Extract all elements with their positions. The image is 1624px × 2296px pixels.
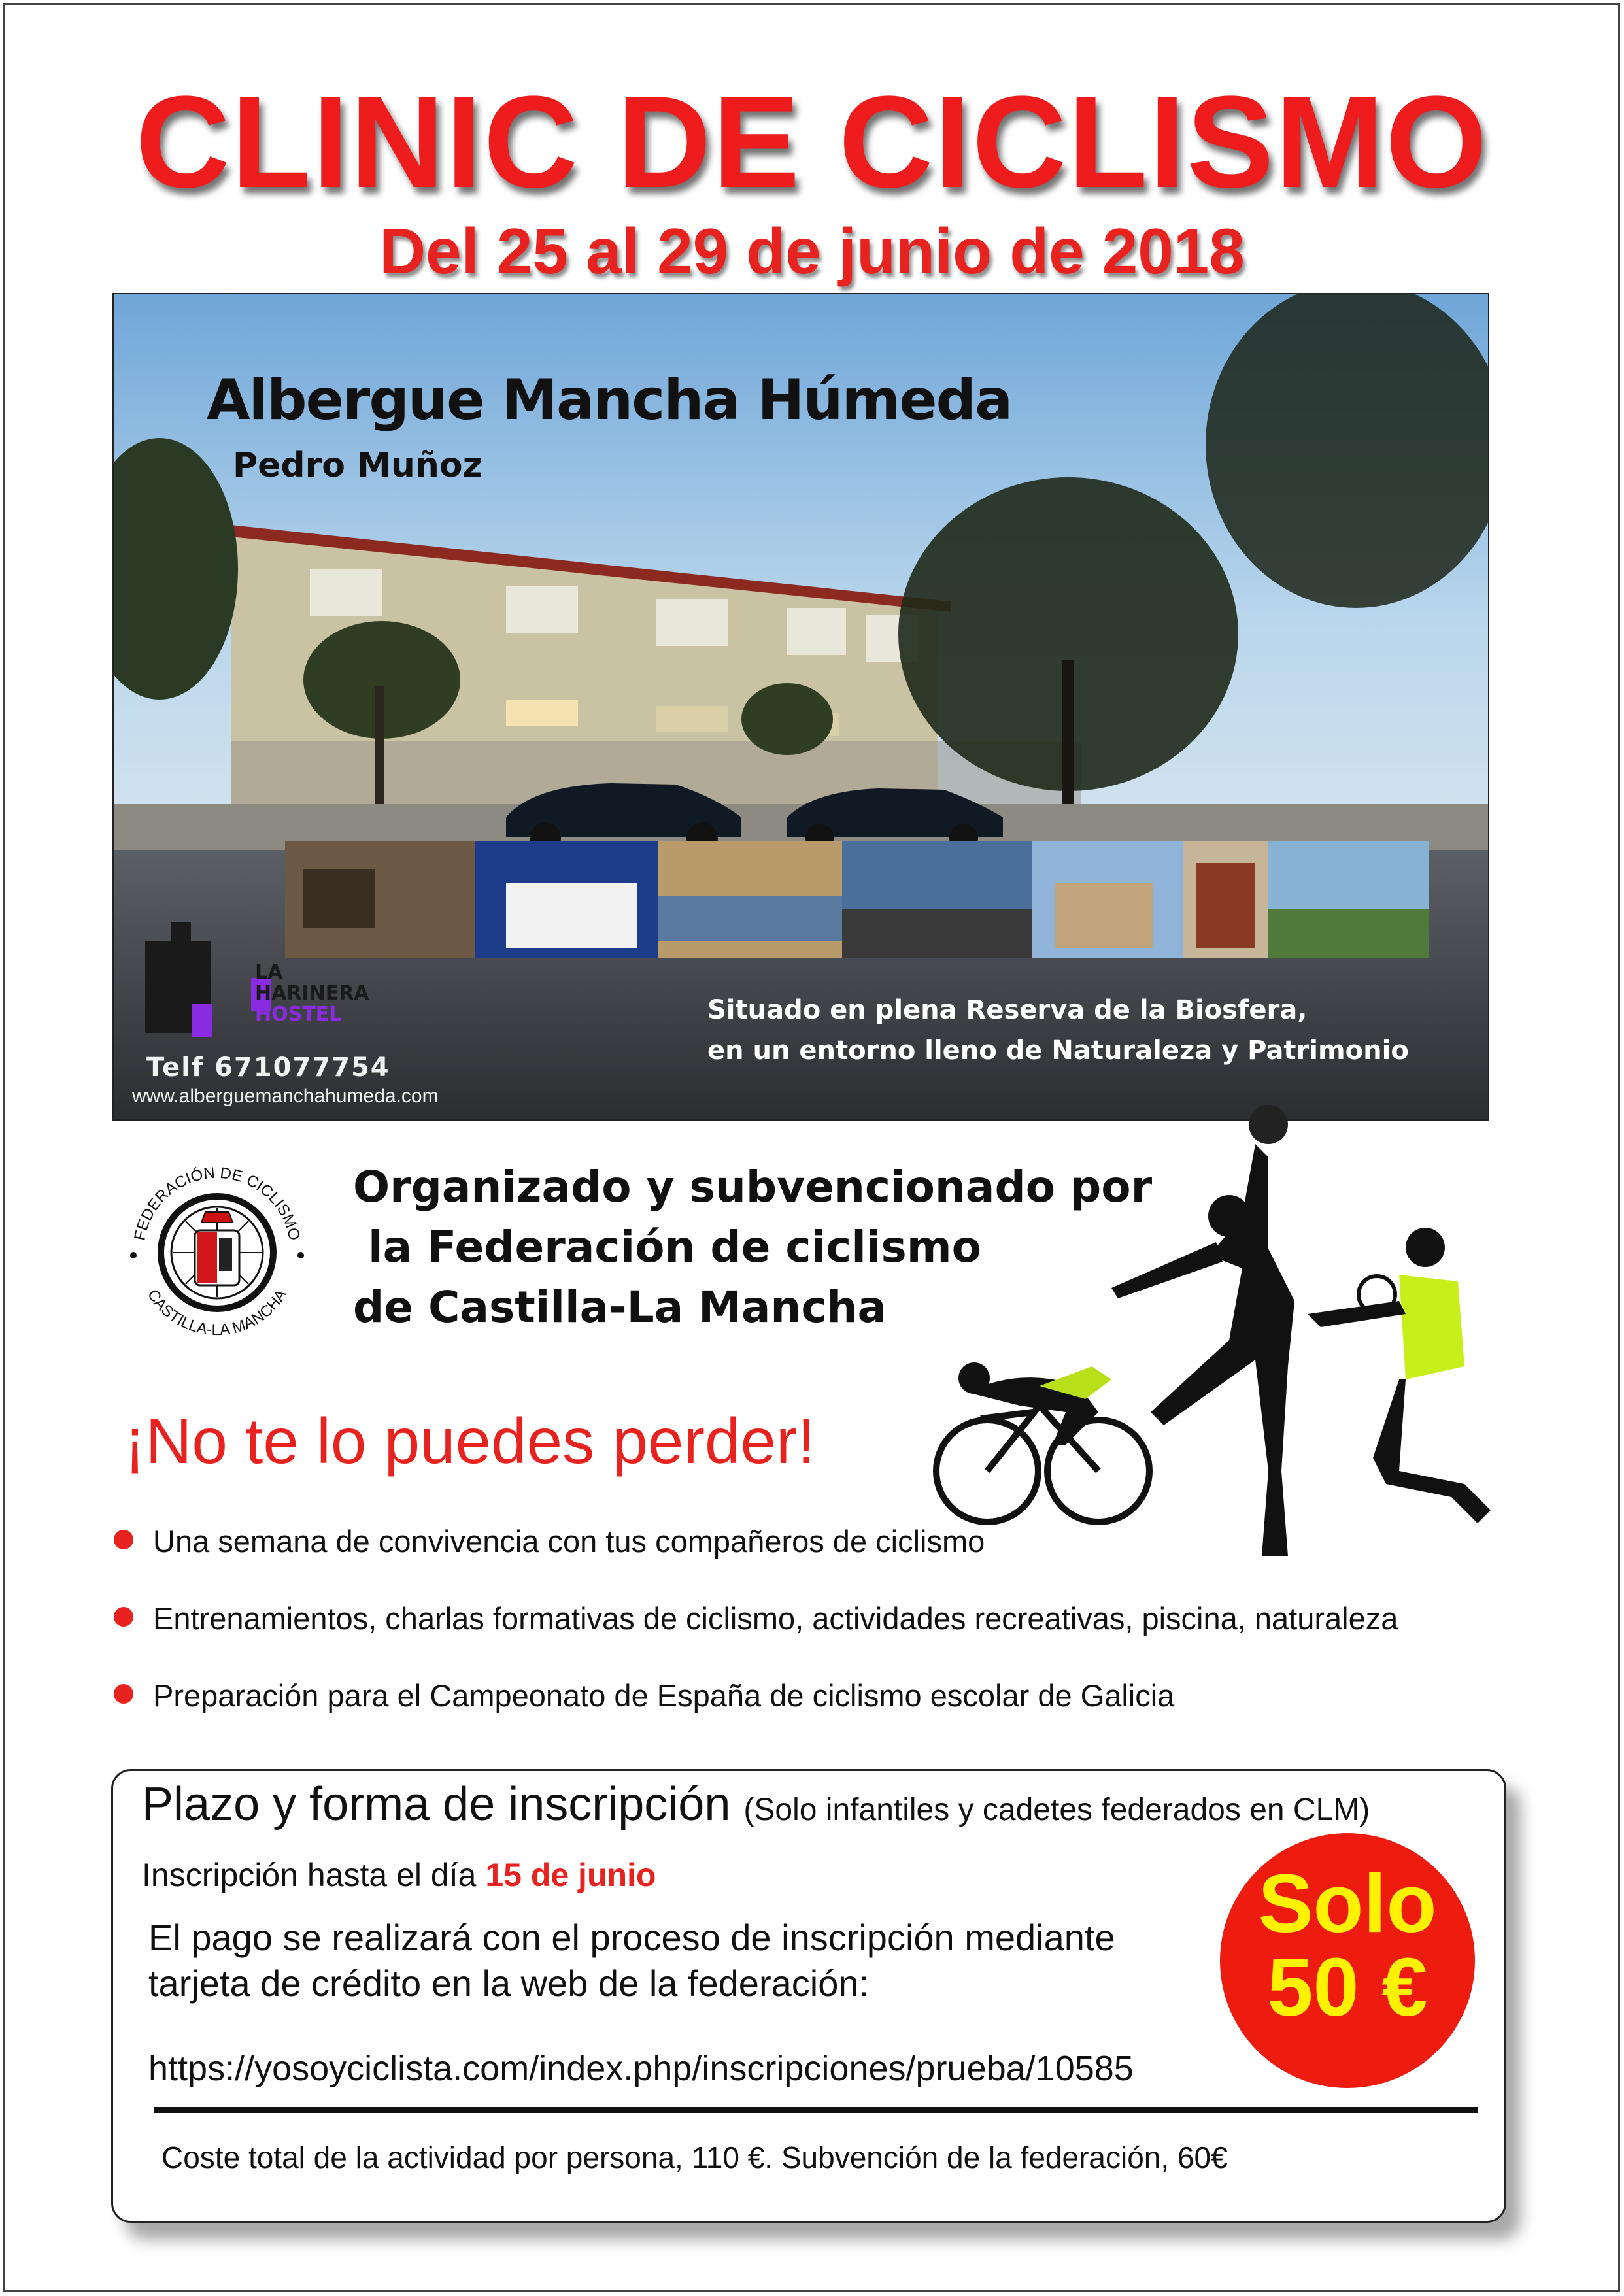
hostel-website: www.alberguemanchahumeda.com: [132, 1085, 439, 1107]
registration-title: [142, 1778, 1370, 1831]
biosphere-line2: en un entorno lleno de Naturaleza y Patrimonio: [707, 1036, 1409, 1066]
payment-line2: tarjeta de crédito en la web de la federación:: [148, 1963, 870, 2004]
federation-logo-bottom-text: CASTILLA-LA MANCHA: [143, 1286, 291, 1340]
page-title: CLINIC DE CICLISMO: [135, 69, 1489, 215]
hostel-phone: Telf 671077754: [146, 1053, 390, 1083]
athletes-illustration: [902, 1105, 1491, 1576]
federation-logo: [118, 1140, 314, 1356]
biosphere-text: [707, 990, 1409, 1071]
organizer-line3: de Castilla-La Mancha: [353, 1282, 887, 1332]
federation-logo-top-text: FEDERACIÓN DE CICLISMO: [131, 1164, 303, 1242]
tagline: ¡No te lo puedes perder!: [124, 1405, 815, 1477]
cost-text: Coste total de la actividad por persona, 110 €. Subvención de la federación, 60€: [161, 2140, 1228, 2174]
organizer-line2: la Federación de ciclismo: [353, 1222, 981, 1272]
organizer-line1: Organizado y subvencionado por: [353, 1162, 1153, 1212]
harinera-logo-line3: HOSTEL: [255, 1003, 342, 1026]
biosphere-line1: Situado en plena Reserva de la Biosfera,: [707, 995, 1308, 1025]
payment-line1: El pago se realizará con el proceso de inscripción mediante: [148, 1917, 1115, 1958]
event-dates: Del 25 al 29 de junio de 2018: [379, 215, 1245, 287]
hostel-town: Pedro Muñoz: [233, 446, 482, 485]
deadline-date: 15 de junio: [485, 1857, 656, 1893]
price-line1: Solo: [1258, 1857, 1437, 1950]
deadline-prefix: Inscripción hasta el día: [142, 1857, 477, 1893]
registration-url-link[interactable]: https://yosoyciclista.com/index.php/inscripciones/prueba/10585: [148, 2049, 1134, 2088]
registration-note: (Solo infantiles y cadetes federados en CLM): [743, 1793, 1370, 1827]
registration-title-text: Plazo y forma de inscripción: [142, 1778, 731, 1831]
list-item-text: Entrenamientos, charlas formativas de ciclismo, actividades recreativas, piscina, naturaleza: [153, 1601, 1398, 1636]
bullet-dot-icon: [114, 1530, 133, 1549]
hostel-banner: [112, 293, 1489, 1121]
harinera-logo-line2: HARINERA: [255, 982, 369, 1005]
list-item-text: Preparación para el Campeonato de España de ciclismo escolar de Galicia: [153, 1678, 1175, 1713]
list-item-text: Una semana de convivencia con tus compañeros de ciclismo: [153, 1524, 985, 1559]
price-line2: 50 €: [1267, 1941, 1428, 2033]
federation-seal-icon: [118, 1140, 314, 1356]
payment-text: [148, 1915, 1115, 2006]
bullet-dot-icon: [114, 1607, 133, 1627]
harinera-logo-line1: LA: [255, 961, 283, 984]
registration-deadline: [142, 1856, 656, 1894]
divider: [154, 2107, 1478, 2113]
price-badge: [1220, 1833, 1475, 2088]
athletes-silhouette-icon: [902, 1105, 1491, 1576]
harinera-logo-text: [255, 962, 369, 1025]
bullet-dot-icon: [114, 1684, 133, 1704]
hostel-name: Albergue Mancha Húmeda: [207, 367, 1012, 433]
